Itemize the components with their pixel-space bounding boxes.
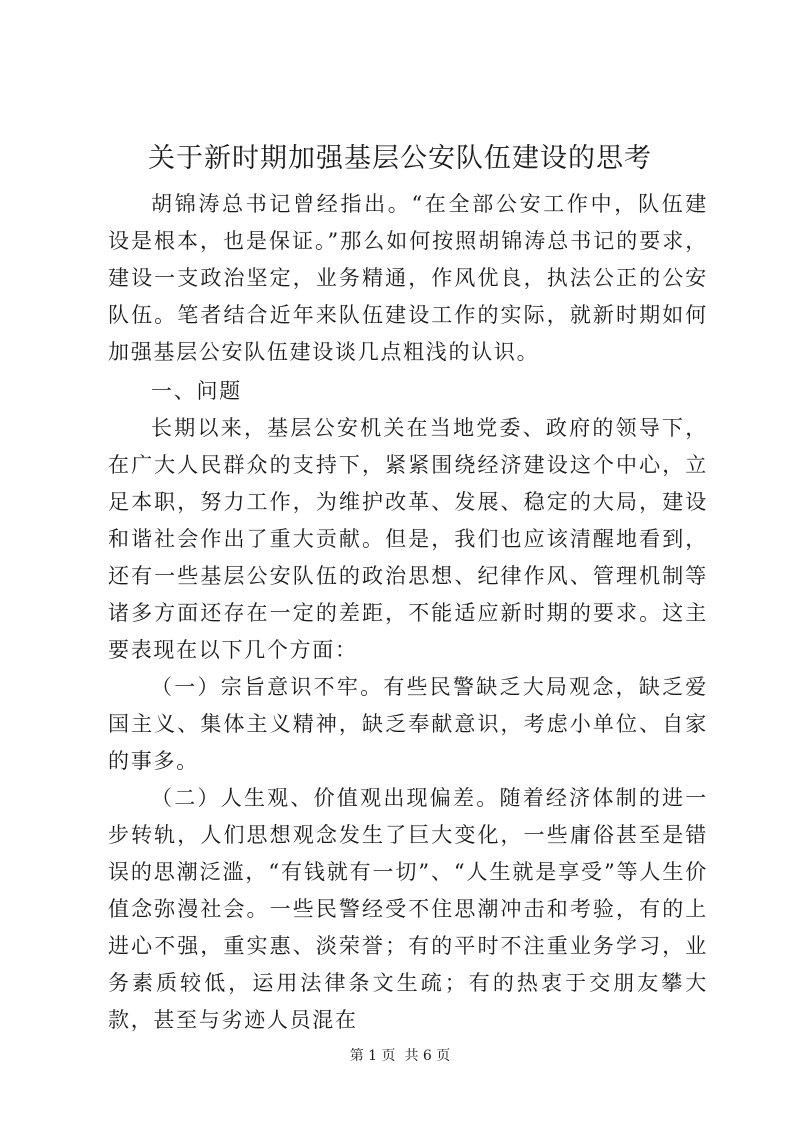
paragraph-point-two: （二）人生观、价值观出现偏差。随着经济体制的进一步转轨，人们思想观念发生了巨大变化，一些庸俗甚至是错误的思潮泛滥，“有钱就有一切”、“人生就是享受”等人生价值念弥漫社会。一些民警经受不住思潮冲击和考验，有的上进心不强，重实惠、淡荣誉；有的平时不注重业务学习，业务素质较低，运用法律条文生疏；有的热衷于交朋友攀大款，甚至与劣迹人员混在 <box>108 786 708 1032</box>
document-body <box>108 186 708 1039</box>
paragraph-point-one: （一）宗旨意识不牢。有些民警缺乏大局观念，缺乏爱国主义、集体主义精神，缺乏奉献意识，考虑小单位、自家的事多。 <box>108 675 708 773</box>
page-number: 第 1 页 共 6 页 <box>349 1048 451 1064</box>
paragraph-intro: 胡锦涛总书记曾经指出。“在全部公安工作中，队伍建设是根本，也是保证。”那么如何按照胡锦涛总书记的要求，建设一支政治坚定，业务精通，作风优良，执法公正的公安队伍。笔者结合近年来队伍建设工作的实际，就新时期如何加强基层公安队伍建设谈几点粗浅的认识。 <box>108 192 708 364</box>
page-footer <box>0 1046 800 1066</box>
document-title: 关于新时期加强基层公安队伍建设的思考 <box>148 143 652 174</box>
section-heading-problems: 一、问题 <box>151 379 242 403</box>
paragraph-problems-overview: 长期以来，基层公安机关在当地党委、政府的领导下，在广大人民群众的支持下，紧紧围绕经济建设这个中心，立足本职，努力工作，为维护改革、发展、稳定的大局，建设和谐社会作出了重大贡献。但是，我们也应该清醒地看到，还有一些基层公安队伍的政治思想、纪律作风、管理机制等诸多方面还存在一定的差距，不能适应新时期的要求。这主要表现在以下几个方面： <box>108 416 708 662</box>
